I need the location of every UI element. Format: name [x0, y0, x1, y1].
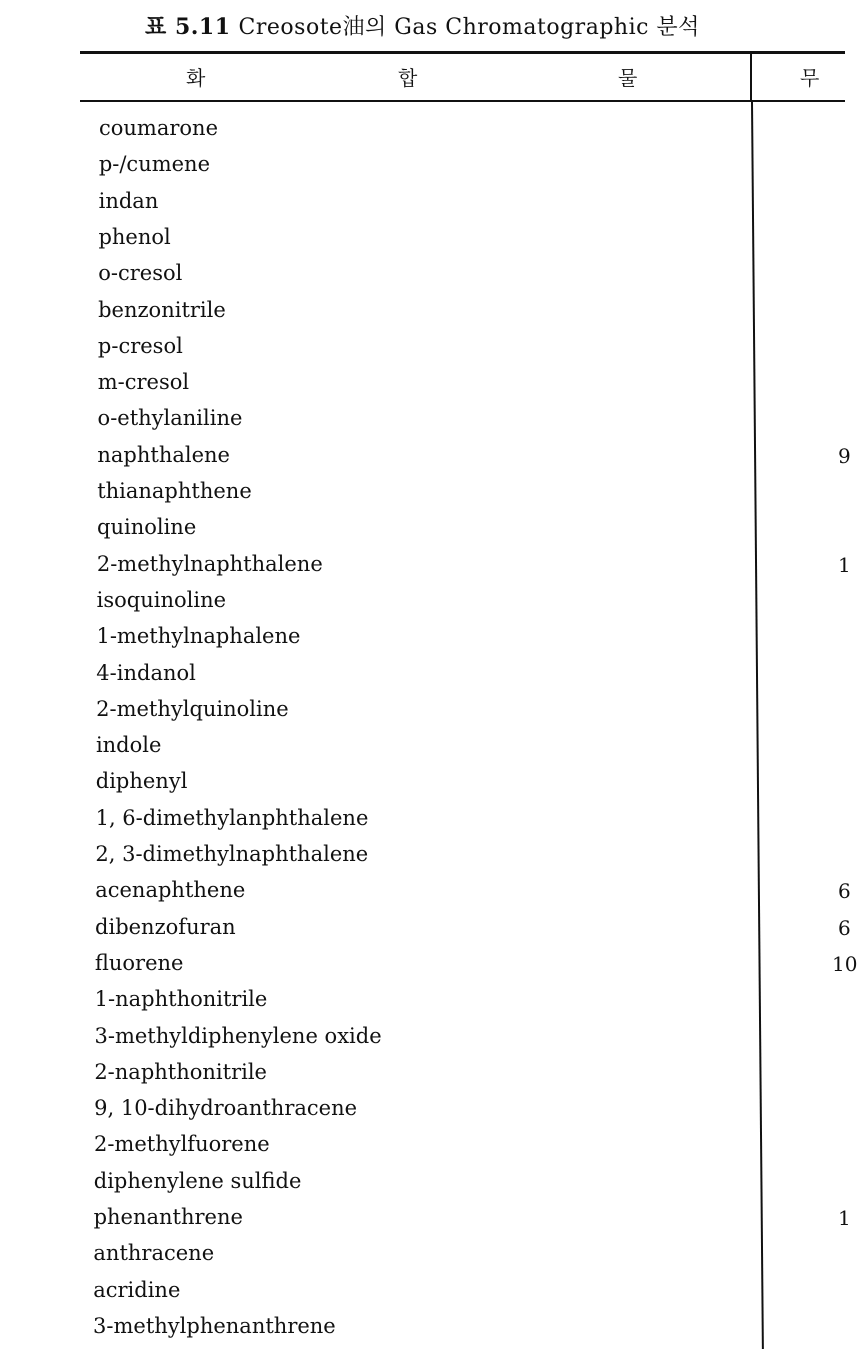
- compound-name: acridine: [93, 1277, 181, 1302]
- compound-name: m-cresol: [97, 370, 190, 395]
- table-row: [95, 1021, 382, 1051]
- compound-name: 1-naphthonitrile: [94, 987, 268, 1012]
- compound-name: 3-methyldiphenylene oxide: [94, 1023, 382, 1048]
- compound-name: quinoline: [97, 515, 197, 540]
- table-row: [99, 149, 210, 179]
- compound-name: dibenzofuran: [95, 914, 236, 939]
- table-row: [96, 694, 289, 724]
- table-row: [97, 549, 323, 579]
- compound-name: isoquinoline: [96, 587, 227, 612]
- compound-name: benzonitrile: [98, 297, 226, 322]
- table-row: [96, 766, 188, 796]
- top-rule: [80, 51, 845, 54]
- compound-name: 2-methylnaphthalene: [96, 551, 323, 576]
- compound-name: o-ethylaniline: [97, 406, 243, 431]
- table-row: [98, 295, 226, 325]
- table-row: [94, 1057, 267, 1087]
- value-cell: 6: [838, 915, 851, 940]
- value-cell: 1: [838, 1206, 851, 1230]
- table-row: [95, 948, 184, 978]
- compound-name: thianaphthene: [97, 479, 252, 503]
- table-row: [98, 331, 183, 361]
- table-row: [94, 1202, 243, 1232]
- value-cell: 6: [838, 879, 851, 904]
- compound-name: o-cresol: [98, 261, 183, 286]
- compound-name: acenaphthene: [95, 878, 246, 903]
- column-divider: [750, 54, 752, 100]
- table-row: [93, 1238, 214, 1268]
- table-row: [95, 984, 268, 1014]
- table-row: [95, 839, 368, 869]
- compound-name: 1, 6-dimethylanphthalene: [95, 805, 369, 830]
- compound-name: 2, 3-dimethylnaphthalene: [95, 842, 369, 866]
- table-row: [99, 113, 218, 143]
- table-number: 표 5.11: [145, 14, 231, 40]
- value-cell: 10: [832, 951, 858, 976]
- compound-name: diphenylene sulfide: [93, 1168, 302, 1193]
- table-row: [93, 1275, 180, 1305]
- table-row: [97, 512, 196, 542]
- compound-name: coumarone: [99, 116, 218, 140]
- header-col2: 무: [800, 66, 820, 90]
- column-divider-body: [751, 102, 764, 1349]
- compound-name: 9, 10-dihydroanthracene: [94, 1096, 358, 1121]
- table-title: [0, 10, 845, 41]
- compound-name: 2-methylfuorene: [93, 1132, 270, 1157]
- table-row: [99, 186, 159, 216]
- table-row: [97, 585, 226, 615]
- header-rule: [80, 100, 845, 102]
- compound-name: 3-methylphenanthrene: [93, 1313, 336, 1338]
- compound-name: indole: [95, 733, 162, 758]
- compound-name: phenanthrene: [93, 1205, 243, 1229]
- compound-name: phenol: [98, 224, 171, 249]
- compound-name: p-cresol: [97, 333, 183, 358]
- table-row: [94, 1166, 302, 1196]
- table-row: [94, 1093, 357, 1123]
- table-caption: Creosote油의 Gas Chromatographic 분석: [238, 15, 700, 40]
- header-char-1: 화: [186, 66, 206, 90]
- compound-name: fluorene: [94, 950, 184, 975]
- compound-name: 4-indanol: [96, 660, 196, 685]
- table-row: [96, 658, 196, 688]
- table-row: [98, 403, 243, 433]
- table-row: [97, 476, 252, 506]
- table-row: [95, 912, 236, 942]
- compound-name: 2-methylquinoline: [96, 696, 289, 721]
- table-row: [95, 875, 245, 905]
- header-char-3: 물: [618, 66, 638, 90]
- table-row: [96, 621, 300, 651]
- value-cell: 9: [838, 443, 851, 468]
- table-row: [97, 440, 230, 470]
- value-cell: 1: [838, 552, 851, 577]
- table-row: [98, 367, 189, 397]
- table-row: [96, 730, 161, 760]
- compound-name: anthracene: [93, 1241, 215, 1266]
- table-row: [98, 222, 170, 252]
- compound-name: 2-naphthonitrile: [94, 1059, 267, 1084]
- table-row: [96, 803, 369, 833]
- table-row: [98, 258, 182, 288]
- header-char-2: 합: [398, 66, 418, 90]
- compound-name: p-/cumene: [98, 152, 211, 177]
- compound-name: indan: [98, 188, 159, 213]
- table-row: [93, 1311, 336, 1341]
- compound-name: naphthalene: [97, 442, 230, 467]
- table-row: [94, 1129, 270, 1159]
- compound-name: 1-methylnaphalene: [96, 624, 301, 649]
- compound-name: diphenyl: [95, 769, 188, 794]
